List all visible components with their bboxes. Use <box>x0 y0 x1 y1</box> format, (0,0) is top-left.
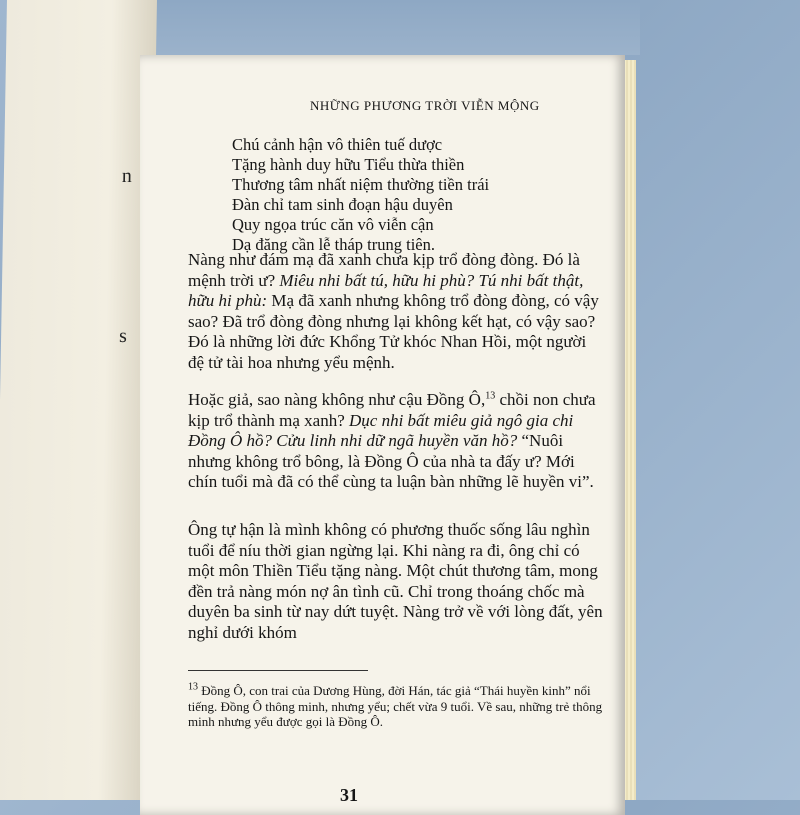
footnote-number: 13 <box>188 681 198 693</box>
paragraph-text: Nàng như đám mạ đã xanh chưa kịp trổ đòng đòng. Đó là mệnh trời ư? <box>188 250 580 290</box>
left-page-fragment: s <box>118 325 128 347</box>
left-page-fragment: n <box>121 165 133 187</box>
footnote-marker: 13 <box>485 390 496 402</box>
running-head: NHỮNG PHƯƠNG TRỜI VIỄN MỘNG <box>310 98 540 113</box>
footnote-divider <box>188 670 368 671</box>
paragraph-text: chồi non chưa kịp trổ thành mạ xanh? <box>188 390 596 430</box>
poem-line: Thương tâm nhất niệm thường tiền trái <box>232 175 490 194</box>
book-page <box>140 55 625 815</box>
paragraph-text: Mạ đã xanh nhưng không trổ đòng đòng, có vậy sao? Đã trổ đòng đòng nhưng lại không kết hạt, có vậy sao? Đó là những lời đức Khổng Tử khóc Nhan Hồi, một người đệ tử tài hoa nhưng yểu mệnh. <box>188 291 599 372</box>
paragraph-text: Hoặc giả, sao nàng không như cậu Đồng Ô, <box>188 390 486 409</box>
background-fabric <box>140 0 640 55</box>
poem-line: Tặng hành duy hữu Tiểu thừa thiền <box>232 155 465 174</box>
paragraph-2 <box>188 390 606 493</box>
poem-line: Đàn chỉ tam sinh đoạn hậu duyên <box>232 195 453 214</box>
poem-line: Chú cảnh hận vô thiên tuế dược <box>232 135 443 154</box>
poem-line: Dạ đăng cần lễ tháp trung tiên. <box>232 235 435 254</box>
page-number: 31 <box>340 785 358 805</box>
left-page <box>0 0 157 800</box>
poem <box>232 135 489 255</box>
poem-line: Quy ngọa trúc căn vô viễn cận <box>232 215 434 234</box>
footnote <box>188 683 603 730</box>
footnote-text: Đồng Ô, con trai của Dương Hùng, đời Hán, tác giả “Thái huyền kinh” nổi tiếng. Đồng Ô thông minh, nhưng yểu; chết vừa 9 tuổi. Về sau, những trẻ thông minh nhưng yểu được gọi là Đồng Ô. <box>188 683 603 729</box>
paragraph-italic: Dục nhi bất miêu giả ngô gia chi Đồng Ô hồ? Cửu linh nhi dữ ngã huyền văn hồ? <box>188 410 574 450</box>
paragraph-text: “Nuôi nhưng không trổ bông, là Đồng Ô của nhà ta đấy ư? Mới chín tuổi mà đã có thể cùng ta luận bàn những lẽ huyền vi”. <box>188 431 594 491</box>
paragraph-1 <box>188 250 606 373</box>
paragraph-italic: Miêu nhi bất tú, hữu hi phù? Tú nhi bất thật, hữu hi phù: <box>188 270 584 310</box>
paragraph-3: Ông tự hận là mình không có phương thuốc sống lâu nghìn tuổi để níu thời gian ngừng lại. Khi nàng ra đi, ông chỉ có một môn Thiền Tiểu tặng nàng. Một chút thương tâm, mong đền trả nàng món nợ ân tình cũ. Chỉ trong thoáng chốc mà duyên ba sinh từ nay dứt tuyệt. Nàng trở về với lòng đất, yên nghỉ dưới khóm <box>188 520 603 642</box>
